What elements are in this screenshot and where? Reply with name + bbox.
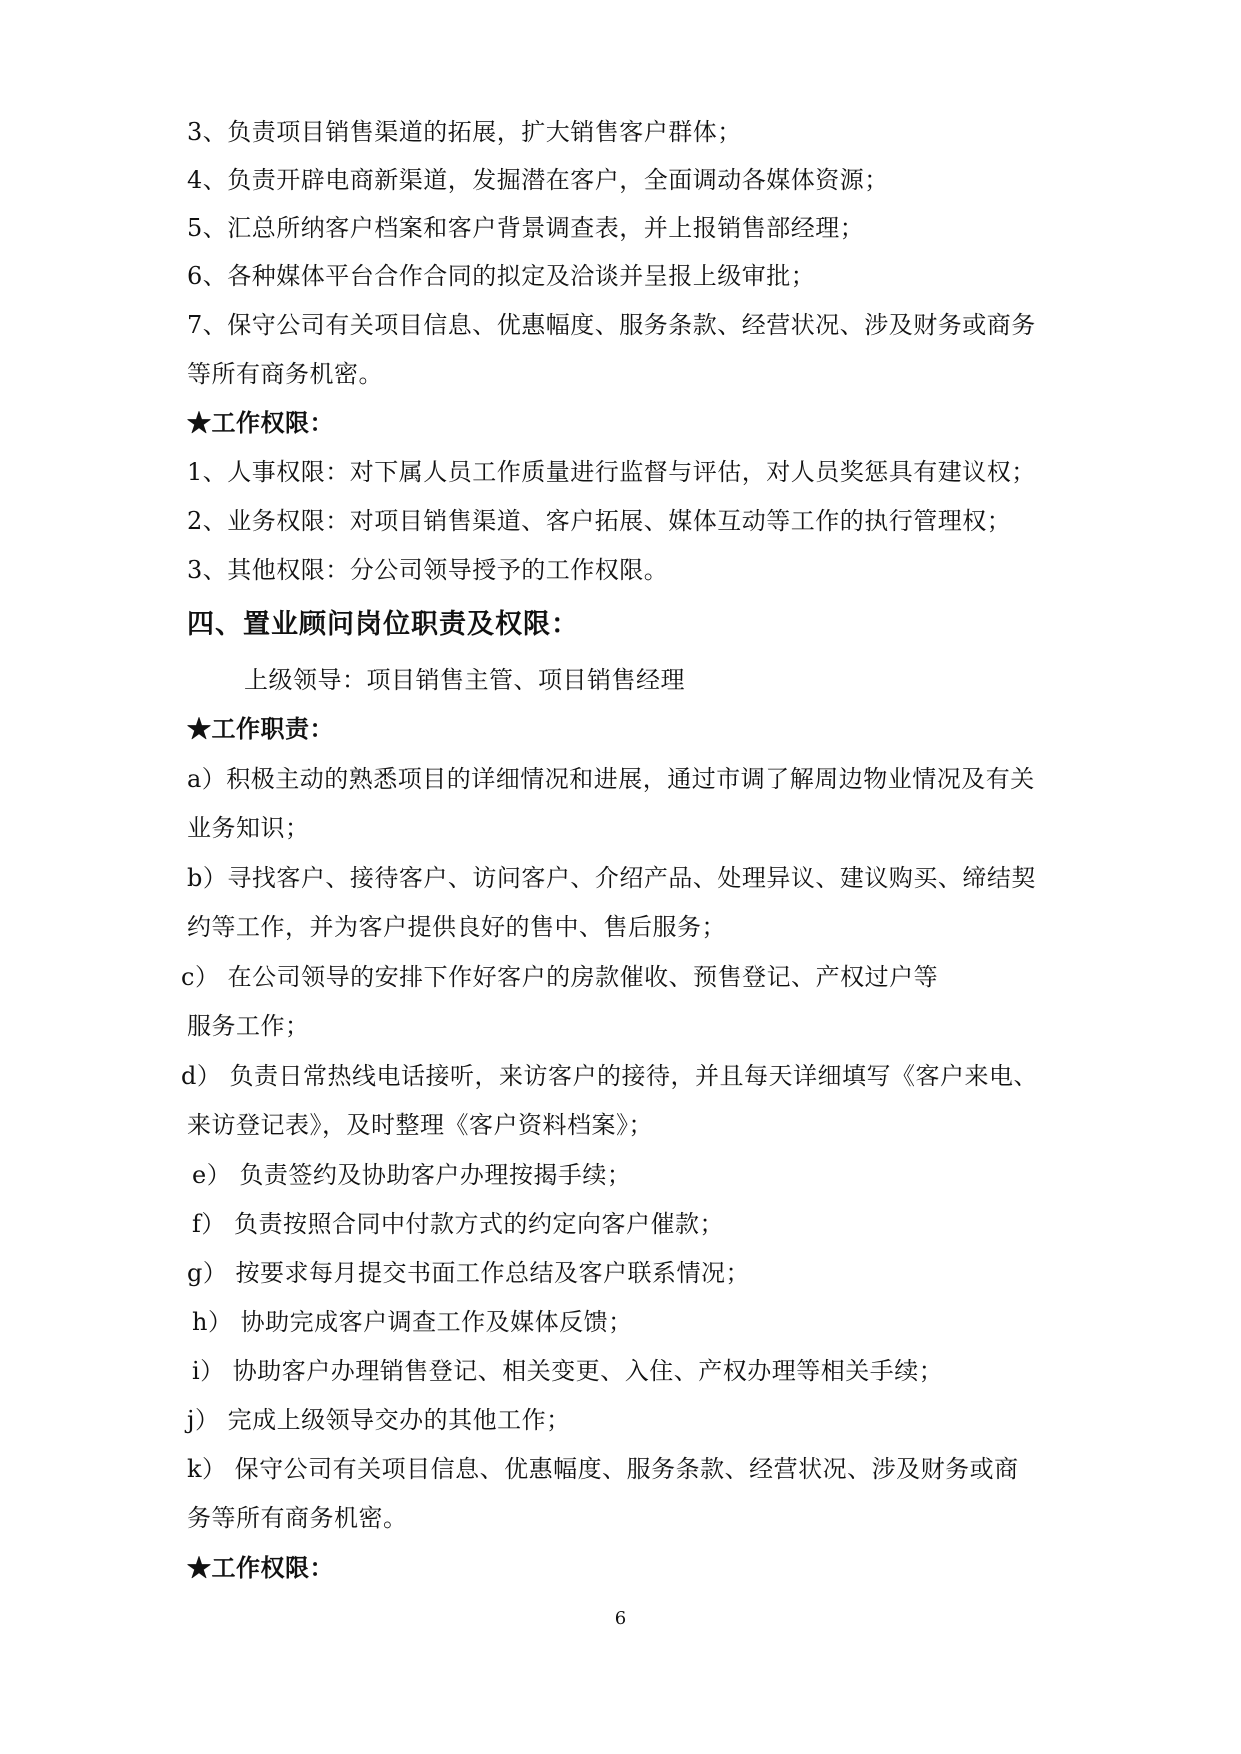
- text-line: 服务工作；: [187, 1012, 310, 1040]
- text-line: h） 协助完成客户调查工作及媒体反馈；: [192, 1308, 633, 1336]
- text-line: 上级领导：项目销售主管、项目销售经理: [244, 666, 685, 694]
- text-line: 约等工作，并为客户提供良好的售中、售后服务；: [187, 913, 726, 941]
- text-line: f） 负责按照合同中付款方式的约定向客户催款；: [192, 1210, 725, 1238]
- section-label: ★工作职责：: [187, 714, 334, 743]
- text-line: 1、人事权限：对下属人员工作质量进行监督与评估，对人员奖惩具有建议权；: [187, 458, 1036, 486]
- text-line: k） 保守公司有关项目信息、优惠幅度、服务条款、经营状况、涉及财务或商: [187, 1455, 1019, 1483]
- text-line: b）寻找客户、接待客户、访问客户、介绍产品、处理异议、建议购买、缔结契: [187, 864, 1036, 892]
- section-label: ★工作权限：: [187, 408, 334, 437]
- text-line: 业务知识；: [187, 814, 310, 842]
- text-line: 7、保守公司有关项目信息、优惠幅度、服务条款、经营状况、涉及财务或商务: [187, 311, 1036, 339]
- text-line: e） 负责签约及协助客户办理按揭手续；: [192, 1161, 632, 1189]
- text-line: 3、其他权限：分公司领导授予的工作权限。: [187, 556, 669, 584]
- page-number: 6: [614, 1608, 627, 1629]
- text-line: 来访登记表》，及时整理《客户资料档案》；: [187, 1111, 653, 1139]
- text-line: 3、负责项目销售渠道的拓展，扩大销售客户群体；: [187, 118, 742, 146]
- text-line: 等所有商务机密。: [187, 360, 383, 388]
- section-label: ★工作权限：: [187, 1553, 334, 1582]
- text-line: i） 协助客户办理销售登记、相关变更、入住、产权办理等相关手续；: [192, 1357, 944, 1385]
- text-line: 5、汇总所纳客户档案和客户背景调查表，并上报销售部经理；: [187, 214, 865, 242]
- text-line: j） 完成上级领导交办的其他工作；: [187, 1406, 571, 1434]
- text-line: 务等所有商务机密。: [187, 1504, 408, 1532]
- text-line: d） 负责日常热线电话接听，来访客户的接待，并且每天详细填写《客户来电、: [181, 1062, 1038, 1090]
- text-line: 2、业务权限：对项目销售渠道、客户拓展、媒体互动等工作的执行管理权；: [187, 507, 1012, 535]
- text-line: 4、负责开辟电商新渠道，发掘潜在客户，全面调动各媒体资源；: [187, 166, 889, 194]
- text-line: 6、各种媒体平台合作合同的拟定及洽谈并呈报上级审批；: [187, 262, 816, 290]
- text-line: g） 按要求每月提交书面工作总结及客户联系情况；: [187, 1259, 750, 1287]
- section-heading: 四、置业顾问岗位职责及权限：: [187, 609, 579, 640]
- text-line: c） 在公司领导的安排下作好客户的房款催收、预售登记、产权过户等: [181, 963, 939, 991]
- text-line: a）积极主动的熟悉项目的详细情况和进展，通过市调了解周边物业情况及有关: [187, 765, 1035, 793]
